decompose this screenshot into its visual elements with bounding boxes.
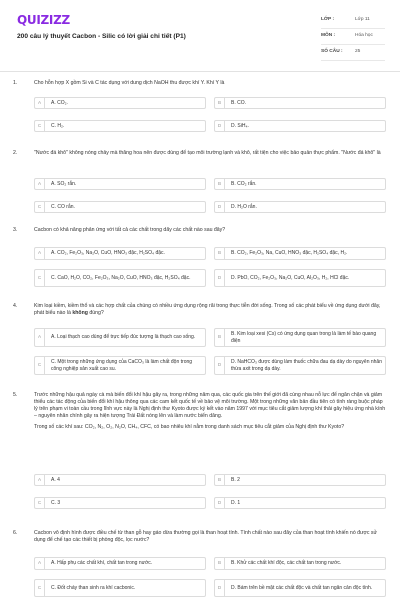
question-paragraph: Trong số các khí sau: CO₂, N₂, O₂, N₂O, CH₄, CFC, có bao nhiêu khí nằm trong danh sách mục tiêu cắt giảm của Nghị định thư Kyoto? <box>34 424 345 431</box>
option-c[interactable] <box>34 120 206 132</box>
option-letter: C <box>35 270 45 286</box>
option-text: D. 1 <box>231 499 241 506</box>
question-text: Cacbon vô định hình được điều chế từ than gỗ hay gáo dừa thường gọi là than hoạt tính. Tính chất nào sau đây của than hoạt tính khiến nó được sử dụng để chế tạo các thiết bị phòng độc, lọc nước? <box>34 530 378 544</box>
option-text: A. CO₂. <box>51 99 68 106</box>
option-text: C. CaO, H₂O, CO₂, Fe₂O₃, Na₂O, CuO, HNO₃ đặc, H₂SO₄ đặc. <box>51 274 191 281</box>
document-meta <box>321 13 385 61</box>
option-text: B. Khử các chất khí độc, các chất tan trong nước. <box>231 560 342 567</box>
option-text: C. 3 <box>51 499 61 506</box>
meta-value: 25 <box>355 49 361 55</box>
option-b[interactable] <box>214 178 386 190</box>
option-letter: A <box>35 329 45 346</box>
option-text: C. Một trong những ứng dụng của CaCO₃ là làm chất độn trong công nghiệp sản xuất cao su. <box>51 359 193 372</box>
option-b[interactable] <box>214 474 386 486</box>
question-number: 4. <box>13 303 18 309</box>
option-a[interactable] <box>34 97 206 109</box>
option-letter: A <box>35 558 45 569</box>
option-letter: D <box>215 580 225 596</box>
option-c[interactable] <box>34 356 206 375</box>
option-text: B. CO₂, Fe₂O₃, Na, CuO, HNO₃ đặc, H₂SO₄ đặc, H₂. <box>231 250 348 257</box>
option-text: A. 4 <box>51 476 60 483</box>
option-letter: A <box>35 248 45 259</box>
option-a[interactable] <box>34 474 206 486</box>
option-text: B. Kim loại xesi (Cs) có ứng dụng quan trong là làm tế bào quang điện <box>231 331 377 344</box>
meta-label: SỐ CÂU : <box>321 49 343 55</box>
option-d[interactable] <box>214 120 386 132</box>
meta-row-class <box>321 13 385 29</box>
option-letter: A <box>35 475 45 485</box>
option-d[interactable] <box>214 497 386 509</box>
option-text: D. H₂O rắn. <box>231 203 257 210</box>
meta-value: Hóa học <box>355 33 373 39</box>
option-letter: D <box>215 270 225 286</box>
question-text: Cacbon có khả năng phản ứng với tất cả các chất trong dãy các chất nào sau đây? <box>34 227 226 233</box>
option-b[interactable] <box>214 328 386 347</box>
option-text: C. H₂. <box>51 122 65 129</box>
question-text: Cho hỗn hợp X gồm Si và C tác dụng với dung dịch NaOH thu được khí Y. Khí Y là <box>34 80 225 86</box>
option-text: A. Loại thạch cao dùng để trực tiếp đúc tượng là thạch cao sống. <box>51 334 196 341</box>
option-a[interactable] <box>34 557 206 570</box>
option-letter: A <box>35 98 45 108</box>
option-d[interactable] <box>214 356 386 375</box>
option-letter: C <box>35 121 45 131</box>
option-text: D. NaHCO₃ được dùng làm thuốc chữa đau dạ dày do nguyên nhân thừa axit trong dạ dày. <box>231 359 382 372</box>
option-a[interactable] <box>34 328 206 347</box>
question-text <box>34 392 386 431</box>
option-letter: C <box>35 357 45 374</box>
option-text: A. SO₂ rắn. <box>51 180 77 187</box>
option-text: D. PbO, CO₂, Fe₂O₃, Na₂O, CuO, Al₂O₃, H₂, HCl đặc. <box>231 274 350 281</box>
option-letter: C <box>35 498 45 508</box>
option-text: B. 2 <box>231 476 240 483</box>
option-d[interactable] <box>214 579 386 597</box>
option-letter: D <box>215 357 225 374</box>
option-letter: B <box>215 475 225 485</box>
question-emphasis: không <box>72 310 88 317</box>
option-b[interactable] <box>214 247 386 260</box>
meta-row-subject <box>321 29 385 45</box>
option-letter: C <box>35 580 45 596</box>
option-letter: B <box>215 98 225 108</box>
option-letter: B <box>215 179 225 189</box>
meta-value: Lớp 11 <box>355 17 370 23</box>
question-number: 3. <box>13 227 18 233</box>
question-number: 6. <box>13 530 18 536</box>
option-d[interactable] <box>214 201 386 213</box>
option-letter: A <box>35 179 45 189</box>
option-letter: C <box>35 202 45 212</box>
option-letter: D <box>215 121 225 131</box>
page-title: 200 câu lý thuyết Cacbon - Silic có lời giải chi tiết (P1) <box>17 33 186 40</box>
quizizz-logo: QUIZIZZ <box>17 13 70 27</box>
option-b[interactable] <box>214 557 386 570</box>
question-number: 1. <box>13 80 18 86</box>
option-a[interactable] <box>34 178 206 190</box>
option-text: C. CO rắn. <box>51 203 75 210</box>
meta-label: MÔN : <box>321 33 336 39</box>
question-text: "Nước đá khô" không nóng chảy mà thăng hoa nên được dùng để tạo môi trường lạnh và khô, rất tiện cho việc bảo quản thực phẩm. "Nước đá khô" là <box>34 150 381 156</box>
question-text <box>34 303 386 317</box>
option-text: D. Bám trên bề mặt các chất độc và chất tan ngăn cản độc tính. <box>231 584 373 591</box>
option-letter: B <box>215 329 225 346</box>
option-d[interactable] <box>214 269 386 287</box>
option-text: B. CO. <box>231 99 247 106</box>
option-c[interactable] <box>34 201 206 213</box>
meta-row-count <box>321 45 385 61</box>
question-paragraph: Trước những hậu quả ngày cà mà biến đổi khí hậu gây ra, trong những năm qua, các quốc gia trên thế giới đã cùng nhau nỗ lực để ngăn chặn và giảm thiểu các tác động của biến đổi khí hậu thông qua các cam kết quốc tế về bảo vệ môi trường. Một trong những văn bản đầu tiên có tính ràng buộc pháp lý trên phạm vi toàn cầu trong lĩnh vực này là Nghị định thư Kyoto được ký kết vào năm 1997 với mục tiêu cắt giảm lượng khí thải gây hiệu ứng nhà kính – nguyên nhân chính gây ra hiện tượng Trái Đất nóng lên và làm nước biển dâng. <box>34 392 386 420</box>
option-letter: D <box>215 202 225 212</box>
question-text-end: đúng? <box>87 310 104 317</box>
option-letter: D <box>215 498 225 508</box>
option-text: B. CO₂ rắn. <box>231 180 257 187</box>
option-b[interactable] <box>214 97 386 109</box>
question-number: 2. <box>13 150 18 156</box>
option-a[interactable] <box>34 247 206 260</box>
option-letter: B <box>215 558 225 569</box>
option-c[interactable] <box>34 269 206 287</box>
option-text: A. CO₂, Fe₂O₃, Na₂O, CuO, HNO₃ đặc, H₂SO₄ đặc. <box>51 250 165 257</box>
document-header <box>0 0 400 72</box>
option-text: C. Đốt cháy than sinh ra khí cacbonic. <box>51 584 136 591</box>
option-text: D. SiH₄. <box>231 122 249 129</box>
question-text-start: Kim loại kiềm, kiềm thổ và các hợp chất của chúng có nhiều ứng dụng rộng rãi trong thực tiễn đời sống. Trong số các phát biểu về ứng dụng dưới đây, phát biểu nào là <box>34 303 381 317</box>
meta-label: LỚP : <box>321 17 335 23</box>
question-number: 5. <box>13 392 18 398</box>
option-c[interactable] <box>34 579 206 597</box>
option-text: A. Hấp phụ các chất khí, chất tan trong nước. <box>51 560 153 567</box>
option-letter: B <box>215 248 225 259</box>
option-c[interactable] <box>34 497 206 509</box>
